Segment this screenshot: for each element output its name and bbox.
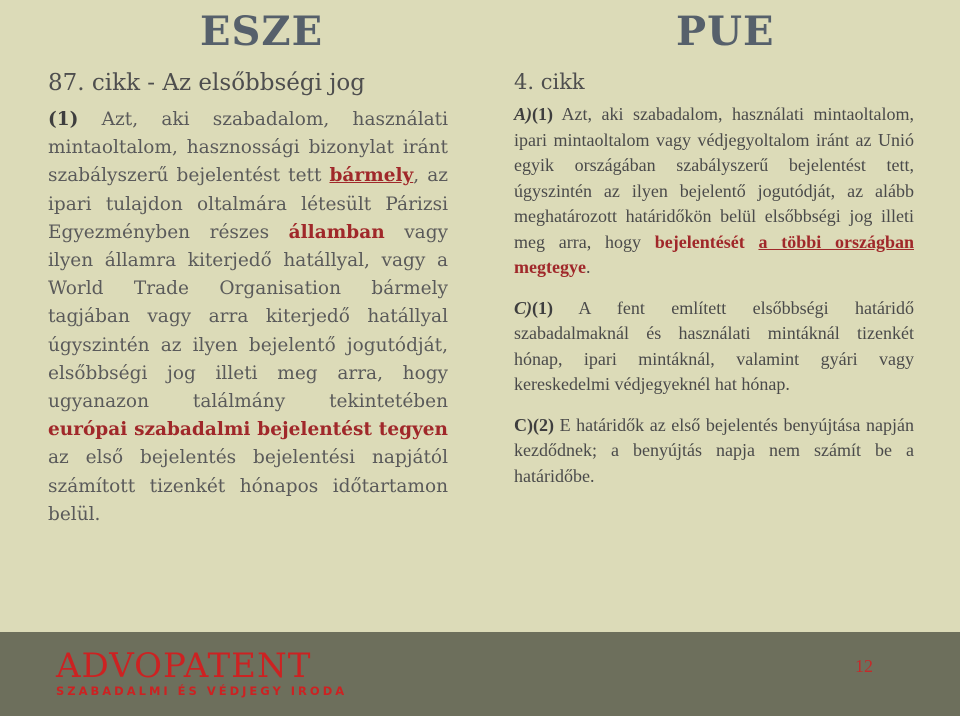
right-article-title: 4. cikk [514, 70, 585, 94]
paragraph-number: (1) [532, 104, 553, 124]
right-paragraph-c1 [514, 296, 914, 398]
section-label: C) [514, 297, 532, 318]
emphasis-text: európai szabadalmi bejelentést tegyen [48, 419, 448, 441]
left-article-title: 87. cikk - Az elsőbbségi jog [48, 70, 366, 96]
right-paragraph-a1 [514, 102, 914, 281]
page-number: 12 [855, 656, 873, 676]
text-segment: , az ipari tulajdon oltalmára létesült Párizsi Egyezményben részes [48, 165, 448, 243]
text-segment: Azt, aki szabadalom, használati mintaoltalom, hasznossági bizonylat iránt szabályszerű bejelentést tett [48, 109, 448, 187]
paragraph-number: (1) [532, 297, 553, 318]
advopatent-logo [56, 648, 347, 698]
emphasis-text: bejelentését [654, 231, 759, 252]
right-paragraph-c2 [514, 413, 914, 490]
left-column [48, 70, 448, 529]
footer-bar [0, 632, 960, 716]
right-column [514, 70, 914, 504]
heading-esze: ESZE [200, 8, 324, 55]
text-segment: az első bejelentés bejelentési napjától számított tizenkét hónapos időtartamon belül. [48, 447, 448, 525]
section-label: C)(2) [514, 414, 554, 435]
text-segment: Azt, aki szabadalom, használati mintaoltalom, ipari mintaoltalom vagy védjegyoltalom iránt az Unió egyik országában szabályszerű bejelentést tett, úgyszintén az ilyen bejelentő jogutódját, az alább meghatározott határidőkön belül elsőbbségi jog illeti meg arra, hogy [514, 104, 914, 252]
emphasis-link: a többi országban [758, 231, 914, 252]
emphasis-text: államban [288, 221, 385, 243]
section-label: A) [514, 104, 532, 124]
left-article-text [48, 106, 448, 529]
text-segment: E határidők az első bejelentés benyújtása napján kezdődnek; a benyújtás napja nem számít be a határidőbe. [514, 414, 914, 486]
logo-sub-text: SZABADALMI ÉS VÉDJEGY IRODA [56, 684, 348, 698]
text-segment: . [585, 257, 591, 277]
text-segment: vagy ilyen államra kiterjedő hatállyal, vagy a World Trade Organisation bármely tagjában vagy arra kiterjedő hatállyal úgyszintén az ilyen bejelentő jogutódját, elsőbbségi jog illeti meg arra, hogy ugyanazon találmány tekintetében [48, 221, 448, 413]
heading-pue: PUE [676, 8, 775, 55]
emphasis-link: bármely [329, 165, 414, 187]
text-segment: A fent említett elsőbbségi határidő szabadalmaknál és használati mintáknál tizenkét hónap, ipari mintáknál, valamint gyári vagy kereskedelmi védjegyeknél hat hónap. [514, 297, 914, 394]
emphasis-text: megtegye [514, 257, 586, 277]
paragraph-number: (1) [48, 109, 79, 130]
logo-main-text: ADVOPATENT [56, 646, 312, 686]
